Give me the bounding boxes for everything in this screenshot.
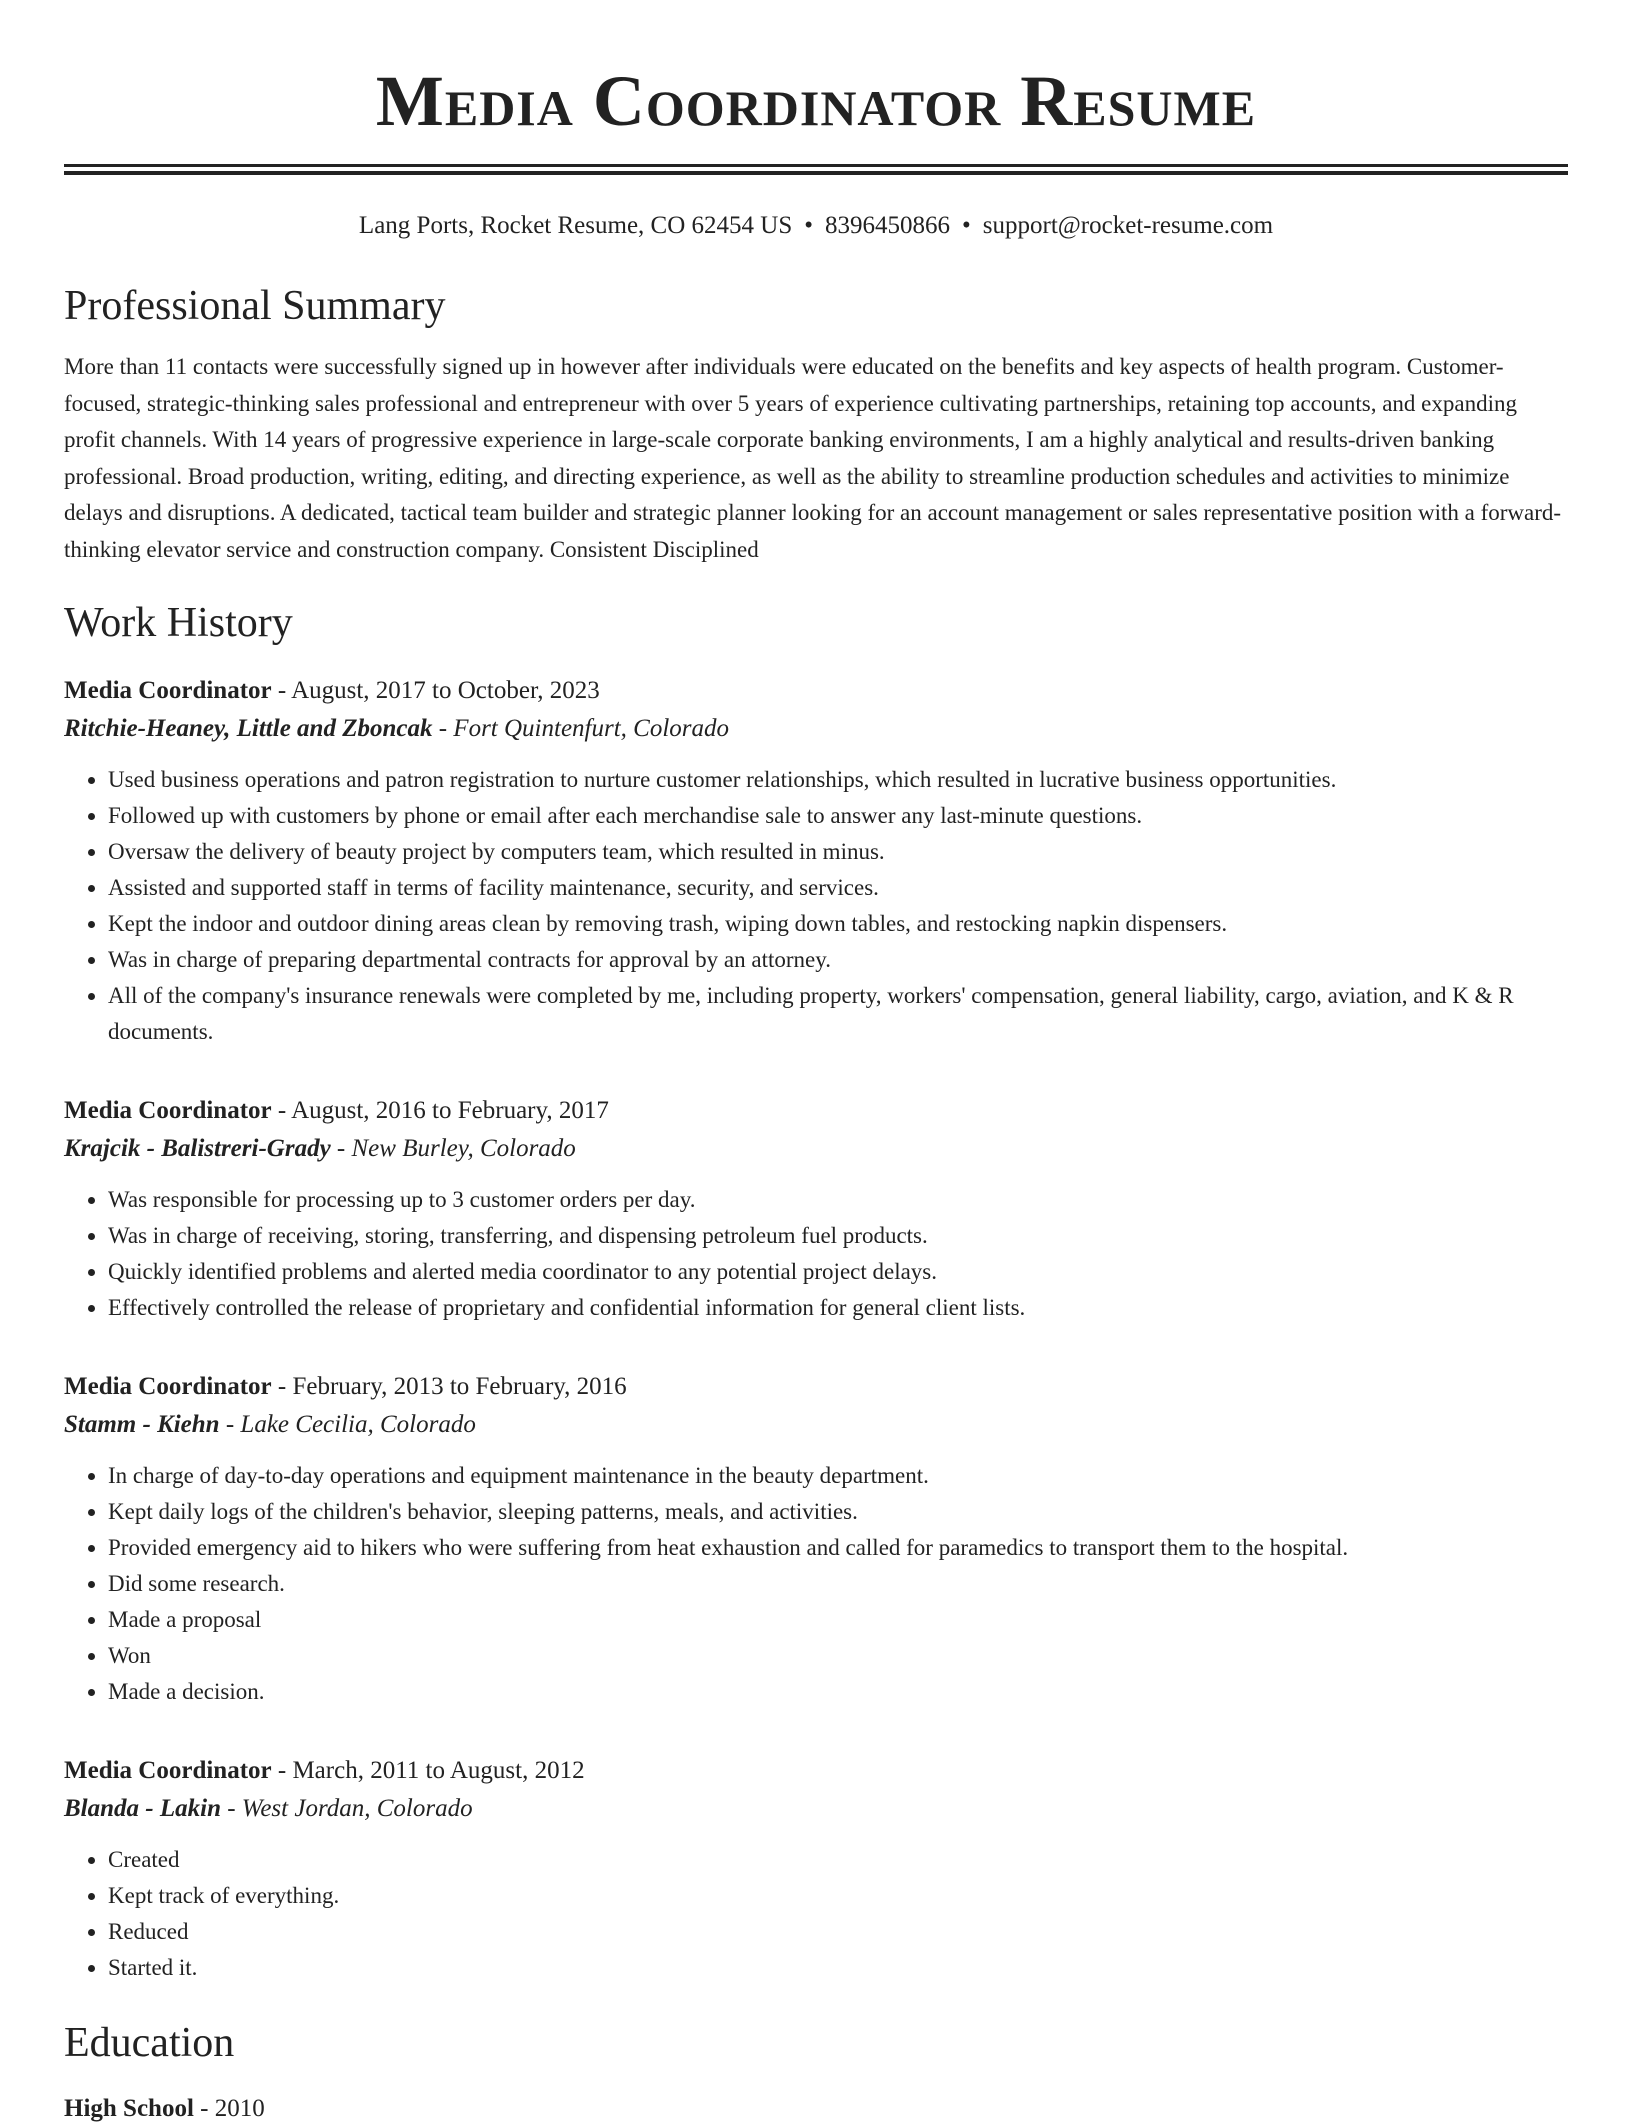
job-duties-list (64, 762, 1568, 1050)
list-item: • Reduced (108, 1914, 1568, 1950)
job-dates: - March, 2011 to August, 2012 (271, 1757, 585, 1784)
job-duties-list (64, 1842, 1568, 1986)
job-company: Blanda - Lakin (64, 1795, 221, 1822)
job-role: Media Coordinator (64, 677, 272, 704)
list-item: • Made a decision. (108, 1674, 1568, 1710)
list-item: • Kept the indoor and outdoor dining areas clean by removing trash, wiping down tables, and restocking napkin dispensers. (108, 906, 1568, 942)
job-company-line (64, 1130, 1568, 1168)
job-company: Stamm - Kiehn (64, 1411, 220, 1438)
list-item: • Assisted and supported staff in terms of facility maintenance, security, and services. (108, 870, 1568, 906)
list-item: • Kept track of everything. (108, 1878, 1568, 1914)
job-company-line (64, 1790, 1568, 1828)
list-item: • Provided emergency aid to hikers who were suffering from heat exhaustion and called for paramedics to transport them to the hospital. (108, 1530, 1568, 1566)
job-dates: - August, 2016 to February, 2017 (271, 1097, 609, 1124)
job-title-line (64, 1092, 1568, 1130)
job-title-line (64, 672, 1568, 710)
list-item: • Was responsible for processing up to 3 customer orders per day. (108, 1182, 1568, 1218)
job-role: Media Coordinator (64, 1757, 272, 1784)
job-dates: - August, 2017 to October, 2023 (271, 677, 600, 704)
title-divider (64, 164, 1568, 175)
education-degree: High School (64, 2095, 194, 2122)
job-company: Ritchie-Heaney, Little and Zboncak (64, 715, 433, 742)
education-entry (64, 2090, 1568, 2128)
job-duties-list (64, 1182, 1568, 1326)
contact-email: support@rocket-resume.com (982, 212, 1274, 239)
work-history-list (64, 672, 1568, 1986)
job-location: - Fort Quintenfurt, Colorado (432, 715, 730, 742)
summary-heading: Professional Summary (64, 283, 446, 329)
list-item: • Started it. (108, 1950, 1568, 1986)
list-item: • Created (108, 1842, 1568, 1878)
education-heading: Education (64, 2020, 235, 2066)
job-entry (64, 1752, 1568, 1986)
list-item: • Effectively controlled the release of proprietary and confidential information for general client lists. (108, 1290, 1568, 1326)
list-item: • Made a proposal (108, 1602, 1568, 1638)
list-item: • Did some research. (108, 1566, 1568, 1602)
job-location: - West Jordan, Colorado (220, 1795, 473, 1822)
list-item: • Kept daily logs of the children's behavior, sleeping patterns, meals, and activities. (108, 1494, 1568, 1530)
job-title-line (64, 1752, 1568, 1790)
job-title-line (64, 1368, 1568, 1406)
job-entry (64, 1368, 1568, 1710)
list-item: • Was in charge of receiving, storing, transferring, and dispensing petroleum fuel products. (108, 1218, 1568, 1254)
contact-address: Lang Ports, Rocket Resume, CO 62454 US (358, 212, 793, 239)
job-company-line (64, 1406, 1568, 1444)
contact-phone: 8396450866 (825, 212, 951, 239)
job-entry (64, 1092, 1568, 1326)
work-history-heading: Work History (64, 600, 293, 646)
job-role: Media Coordinator (64, 1373, 272, 1400)
job-dates: - February, 2013 to February, 2016 (271, 1373, 627, 1400)
list-item: • Won (108, 1638, 1568, 1674)
summary-text: More than 11 contacts were successfully signed up in however after individuals were educated on the benefits and key aspects of health program. Customer-focused, strategic-thinking sales professional and entrepreneur with over 5 years of experience cultivating partnerships, retaining top accounts, and expanding profit channels. With 14 years of progressive experience in large-scale corporate banking environments, I am a highly analytical and results-driven banking professional. Broad production, writing, editing, and directing experience, as well as the ability to streamline production schedules and activities to minimize delays and disruptions. A dedicated, tactical team builder and strategic planner looking for an account management or sales representative position with a forward-thinking elevator service and construction company. Consistent Disciplined (64, 354, 1562, 562)
contact-line (64, 209, 1568, 243)
list-item: • Was in charge of preparing departmental contracts for approval by an attorney. (108, 942, 1568, 978)
education-list (64, 2090, 1568, 2128)
list-item: • Quickly identified problems and alerted media coordinator to any potential project delays. (108, 1254, 1568, 1290)
job-entry (64, 672, 1568, 1050)
list-item: • In charge of day-to-day operations and equipment maintenance in the beauty department. (108, 1458, 1568, 1494)
job-company: Krajcik - Balistreri-Grady (64, 1135, 331, 1162)
job-location: - Lake Cecilia, Colorado (219, 1411, 476, 1438)
contact-separator: • (962, 212, 971, 239)
list-item: • Oversaw the delivery of beauty project by computers team, which resulted in minus. (108, 834, 1568, 870)
list-item: • Followed up with customers by phone or email after each merchandise sale to answer any last-minute questions. (108, 798, 1568, 834)
job-location: - New Burley, Colorado (330, 1135, 576, 1162)
contact-separator: • (804, 212, 814, 239)
education-year: - 2010 (193, 2095, 265, 2122)
job-duties-list (64, 1458, 1568, 1710)
list-item: • Used business operations and patron registration to nurture customer relationships, which resulted in lucrative business opportunities. (108, 762, 1568, 798)
job-company-line (64, 710, 1568, 748)
list-item: • All of the company's insurance renewals were completed by me, including property, workers' compensation, general liability, cargo, aviation, and K & R documents. (108, 978, 1568, 1050)
job-role: Media Coordinator (64, 1097, 272, 1124)
page-title: Media Coordinator Resume (375, 61, 1257, 141)
